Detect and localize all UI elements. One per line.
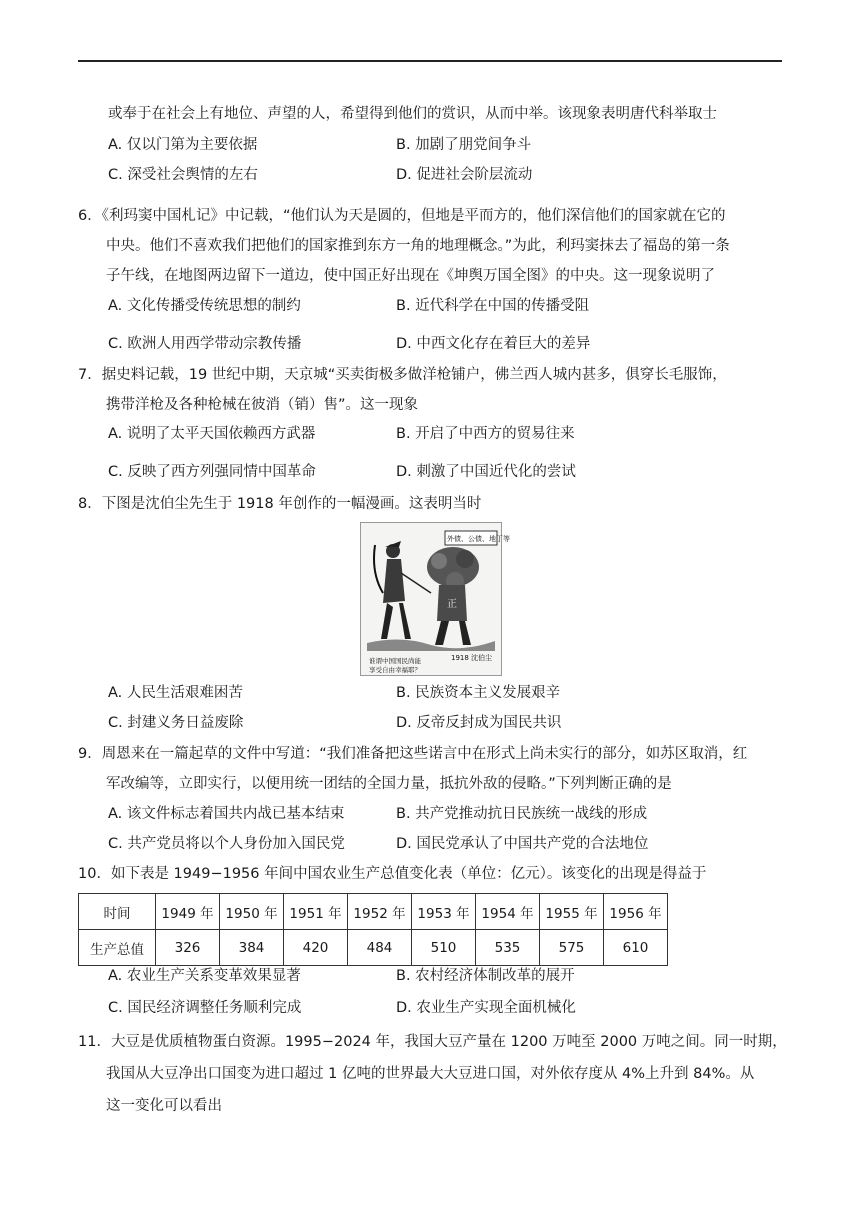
q10-option-b[interactable]: B. 农村经济体制改革的展开 [396, 968, 575, 984]
table-value-cell: 510 [412, 930, 476, 966]
q9-option-b[interactable]: B. 共产党推动抗日民族统一战线的形成 [396, 806, 648, 822]
q7-option-a[interactable]: A. 说明了太平天国依赖西方武器 [108, 426, 316, 442]
q8-option-b[interactable]: B. 民族资本主义发展艰辛 [396, 685, 561, 701]
table-year-cell: 1953 年 [412, 894, 476, 930]
agri-output-table [78, 893, 668, 966]
table-header-year: 时间 [79, 894, 156, 930]
q10-option-c[interactable]: C. 国民经济调整任务顺利完成 [108, 1000, 302, 1016]
q11-stem-line-2: 我国从大豆净出口国变为进口超过 1 亿吨的世界最大大豆进口国，对外依存度从 4%上升到 84%。从 [106, 1066, 755, 1082]
q9-stem-line-2: 军改编等，立即实行，以便用统一团结的全国力量，抵抗外敌的侵略。”下列判断正确的是 [106, 776, 672, 792]
table-header-output: 生产总值 [79, 930, 156, 966]
q9-option-d[interactable]: D. 国民党承认了中国共产党的合法地位 [396, 836, 649, 852]
table-value-cell: 535 [476, 930, 540, 966]
q5-option-b[interactable]: B. 加剧了朋党间争斗 [396, 137, 532, 153]
q8-option-a[interactable]: A. 人民生活艰难困苦 [108, 685, 243, 701]
cartoon-image [360, 522, 510, 676]
table-year-cell: 1951 年 [284, 894, 348, 930]
q7-option-d[interactable]: D. 刺激了中国近代化的尝试 [396, 464, 576, 480]
q8-stem: 8．下图是沈伯尘先生于 1918 年创作的一幅漫画。这表明当时 [78, 496, 482, 512]
table-value-cell: 610 [604, 930, 668, 966]
q6-stem-line-2: 中央。他们不喜欢我们把他们的国家推到东方一角的地理概念。”为此，利玛窦抹去了福岛的第一条 [106, 238, 730, 254]
q6-option-a[interactable]: A. 文化传播受传统思想的制约 [108, 298, 301, 314]
table-year-cell: 1955 年 [540, 894, 604, 930]
cartoon-sign-text: 外债、公债、地丁等 [447, 535, 510, 543]
q8-option-d[interactable]: D. 反帝反封成为国民共识 [396, 715, 562, 731]
table-value-cell: 575 [540, 930, 604, 966]
q11-stem-line-3: 这一变化可以看出 [106, 1098, 222, 1114]
table-year-cell: 1949 年 [156, 894, 220, 930]
svg-text:正: 正 [447, 599, 457, 610]
table-year-cell: 1954 年 [476, 894, 540, 930]
q9-option-c[interactable]: C. 共产党员将以个人身份加入国民党 [108, 836, 345, 852]
q5-stem-continuation: 或奉于在社会上有地位、声望的人，希望得到他们的赏识，从而中举。该现象表明唐代科举取士 [108, 106, 717, 122]
q7-stem-line-1: 7．据史料记载，19 世纪中期，天京城“买卖街极多做洋枪铺户，佛兰西人城内甚多，俱穿长毛服饰， [78, 367, 727, 383]
q5-option-c[interactable]: C. 深受社会舆情的左右 [108, 167, 258, 183]
table-year-cell: 1950 年 [220, 894, 284, 930]
q5-option-a[interactable]: A. 仅以门第为主要依据 [108, 137, 258, 153]
q6-stem-line-3: 子午线，在地图两边留下一道边，使中国正好出现在《坤舆万国全图》的中央。这一现象说明了 [106, 268, 715, 284]
q7-option-b[interactable]: B. 开启了中西方的贸易往来 [396, 426, 575, 442]
q10-option-a[interactable]: A. 农业生产关系变革效果显著 [108, 968, 301, 984]
q6-stem-line-1: 6．《利玛窦中国札记》中记载，“他们认为天是圆的，但地是平而方的，他们深信他们的国家就在它的 [78, 208, 726, 224]
q9-stem-line-1: 9．周恩来在一篇起草的文件中写道：“我们准备把这些诺言中在形式上尚未实行的部分，如苏区取消，红 [78, 746, 748, 762]
cartoon-caption-2: 享受自由幸福耶？ [369, 666, 421, 674]
table-value-cell: 484 [348, 930, 412, 966]
q11-stem-line-1: 11．大豆是优质植物蛋白资源。1995−2024 年，我国大豆产量在 1200 万吨至 2000 万吨之间。同一时期， [78, 1034, 787, 1050]
header-rule [78, 60, 782, 62]
table-year-cell: 1952 年 [348, 894, 412, 930]
q7-option-c[interactable]: C. 反映了西方列强同情中国革命 [108, 464, 316, 480]
q8-option-c[interactable]: C. 封建义务日益废除 [108, 715, 244, 731]
table-row [79, 894, 668, 930]
q5-option-d[interactable]: D. 促进社会阶层流动 [396, 167, 533, 183]
table-value-cell: 420 [284, 930, 348, 966]
q7-stem-line-2: 携带洋枪及各种枪械在彼消（销）售”。这一现象 [106, 397, 419, 413]
table-value-cell: 384 [220, 930, 284, 966]
cartoon-caption-1: 谁谓中国国民尚能 [369, 657, 421, 665]
q6-option-c[interactable]: C. 欧洲人用西学带动宗教传播 [108, 336, 302, 352]
q6-option-d[interactable]: D. 中西文化存在着巨大的差异 [396, 336, 591, 352]
table-value-cell: 326 [156, 930, 220, 966]
q6-option-b[interactable]: B. 近代科学在中国的传播受阻 [396, 298, 590, 314]
table-year-cell: 1956 年 [604, 894, 668, 930]
q10-stem: 10．如下表是 1949−1956 年间中国农业生产总值变化表（单位：亿元）。该变化的出现是得益于 [78, 866, 707, 882]
q9-option-a[interactable]: A. 该文件标志着国共内战已基本结束 [108, 806, 345, 822]
table-row [79, 930, 668, 966]
q10-option-d[interactable]: D. 农业生产实现全面机械化 [396, 1000, 576, 1016]
cartoon-drawing [361, 523, 510, 675]
cartoon-signature: 1918 沈伯尘 [451, 654, 493, 662]
